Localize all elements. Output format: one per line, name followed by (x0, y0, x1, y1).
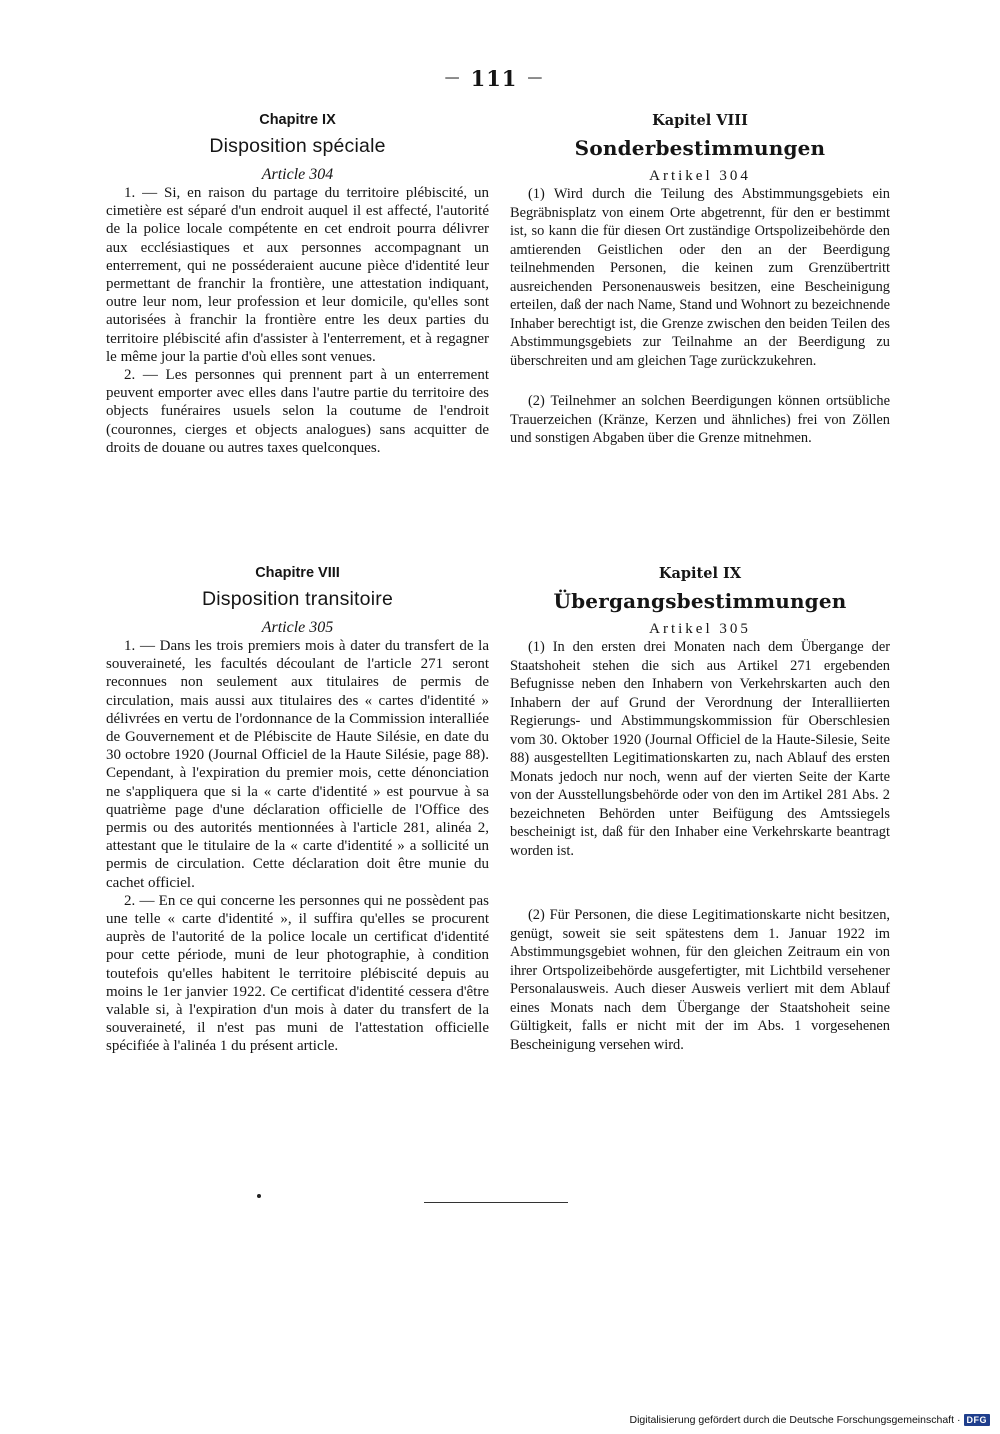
paragraph: 1. — Si, en raison du partage du territoire plébiscité, un cimetière est séparé d'un endroit auquel il est affecté, l'autorité de la police locale compétente en cet endroit pourra délivrer aux ecclésiastiques et aux personnes accompagnant un enterrement, qui ne posséderaient aucune pièce d'identité leur permettant de franchir la frontière, une attestation indiquant, outre leur nom, leur profession et leur domicile, qu'elles sont autorisées à franchir la frontière entre les deux parties du territoire plébiscité afin d'assister à l'enterrement, et à regagner le même jour la partie d'où elles sont venues. (106, 185, 489, 365)
paragraph: (2) Für Personen, die diese Legitimationskarte nicht besitzen, genügt, soweit sie seit spätestens dem 1. Januar 1922 im Abstimmungsgebiet wohnen, für den gleichen Zeitraum ein von ihrer Ortspolizeibehörde ausgefertigter, mit Lichtbild versehener Personalausweis. Auch dieser Ausweis verliert mit dem Ablauf eines Monats nach dem Übergange der Staatshoheit seine Gültigkeit, falls er nicht mit der im Abs. 1 vorgesehenen Bescheinigung versehen wird. (510, 907, 890, 1053)
german-section-artikel-304 (510, 112, 890, 448)
article-heading: Artikel 305 (649, 621, 751, 637)
chapter-heading: Chapitre VIII (255, 565, 340, 581)
paragraph: 2. — En ce qui concerne les personnes qui ne possèdent pas une telle « carte d'identité », il suffira qu'elles se procurent auprès de l'autorité de la police locale un certificat d'identité pour cette période, muni de leur photographie, à condition toutefois qu'elles habitent le territoire plébiscité depuis au moins le 1er janvier 1922. Ce certificat d'identité cessera d'être valable si, à l'expiration d'un mois à dater du transfert de la souveraineté, il n'est pas muni de l'attestation officielle spécifiée à l'alinéa 1 du présent article. (106, 892, 489, 1055)
paragraph: (1) In den ersten drei Monaten nach dem Übergange der Staatshoheit stehen die sich aus Artikel 271 ergebenden Befugnisse neben den Inhabern von Verkehrskarten auch den Inhabern der auf Grund der Verordnung der Interalliierten Regierungs- und Abstimmungskommission für Oberschlesien vom 30. Oktober 1920 (Journal Officiel de la Haute-Silesie, Seite 88) ausgestellten Legitimationskarten zu, nach Ablauf des ersten Monats jedoch nur noch, wenn auf der vierten Seite der Karte von der Ausstellungsbehörde oder von den im Artikel 281 Abs. 2 bezeichneten Behörden unter Beifügung des Amtssiegels bescheinigt ist, daß für den Inhaber eine Verkehrskarte beantragt worden ist. (510, 639, 890, 859)
chapter-heading: Kapitel VIII (652, 112, 748, 129)
page-mark-dot (257, 1194, 261, 1198)
paragraph: 2. — Les personnes qui prennent part à un enterrement peuvent emporter avec elles dans l'autre partie du territoire des objects funéraires usuels selon la coutume de l'endroit (couronnes, cierges et objects analogues) sans acquitter de droits de douane ou autres taxes quelconques. (106, 367, 489, 456)
article-heading: Article 304 (261, 166, 334, 183)
section-title: Übergangsbestimmungen (553, 589, 847, 613)
dfg-logo: DFG (964, 1414, 991, 1426)
article-heading: Artikel 304 (649, 168, 751, 184)
article-heading: Article 305 (261, 619, 334, 636)
chapter-heading: Chapitre IX (259, 112, 336, 128)
section-title: Disposition transitoire (201, 588, 393, 610)
footer-text: Digitalisierung gefördert durch die Deutsche Forschungsgemeinschaft (629, 1414, 954, 1426)
section-title: Disposition spéciale (209, 135, 386, 157)
section-title: Sonderbestimmungen (574, 136, 826, 160)
paragraph: (1) Wird durch die Teilung des Abstimmungsgebiets ein Begräbnisplatz von einem Orte abgetrennt, für den er bestimmt ist, so kann die für diesen Ort zuständige Ortspolizeibehörde den amtierenden Geistlichen oder den an der Beerdigung teilnehmenden Personen, die keinen zum Grenzübertritt ausreichenden Personenausweis besitzen, eine Bescheinigung erteilen, daß der nach Name, Stand und Wohnort zu bezeichnende Inhaber berechtigt ist, die Grenze zwischen den beiden Teilen des Abstimmungsgebiets zur Teilnahme an der Beerdigung zu überschreiten und am gleichen Tage zurückzukehren. (510, 186, 890, 369)
paragraph: (2) Teilnehmer an solchen Beerdigungen können ortsübliche Trauerzeichen (Kränze, Kerzen und ähnliches) frei von Zöllen und sonstigen Abgaben über die Grenze mitnehmen. (510, 393, 890, 446)
digitization-footer (610, 1412, 990, 1428)
french-section-article-305 (106, 565, 489, 1056)
footer-separator: · (957, 1414, 961, 1426)
french-section-article-304 (106, 112, 489, 457)
chapter-heading: Kapitel IX (658, 565, 742, 582)
page-number: — 111 — (444, 66, 544, 91)
end-rule-divider (424, 1202, 568, 1203)
paragraph: 1. — Dans les trois premiers mois à dater du transfert de la souveraineté, les facultés découlant de l'article 271 seront reconnues non seulement aux titulaires de permis de circulation, mais aussi aux titulaires des « cartes d'identité » délivrées en vertu de l'ordonnance de la Commission interalliée de Gouvernement et de Plébiscite de Haute Silésie, en date du 30 octobre 1920 (Journal Officiel de la Haute Silésie, page 88). Cependant, à l'expiration du premier mois, cette dénonciation ne s'appliquera que si la « carte d'identité » est pourvue à sa quatrième page d'une déclaration officielle de l'Office des permis ou des autorités mentionnées à l'article 281, alinéa 2, attestant que le titulaire de la « carte d'identité » a sollicité un permis de circulation. Cette déclaration doit être munie du cachet officiel. (106, 638, 489, 891)
german-section-artikel-305 (510, 565, 890, 1054)
